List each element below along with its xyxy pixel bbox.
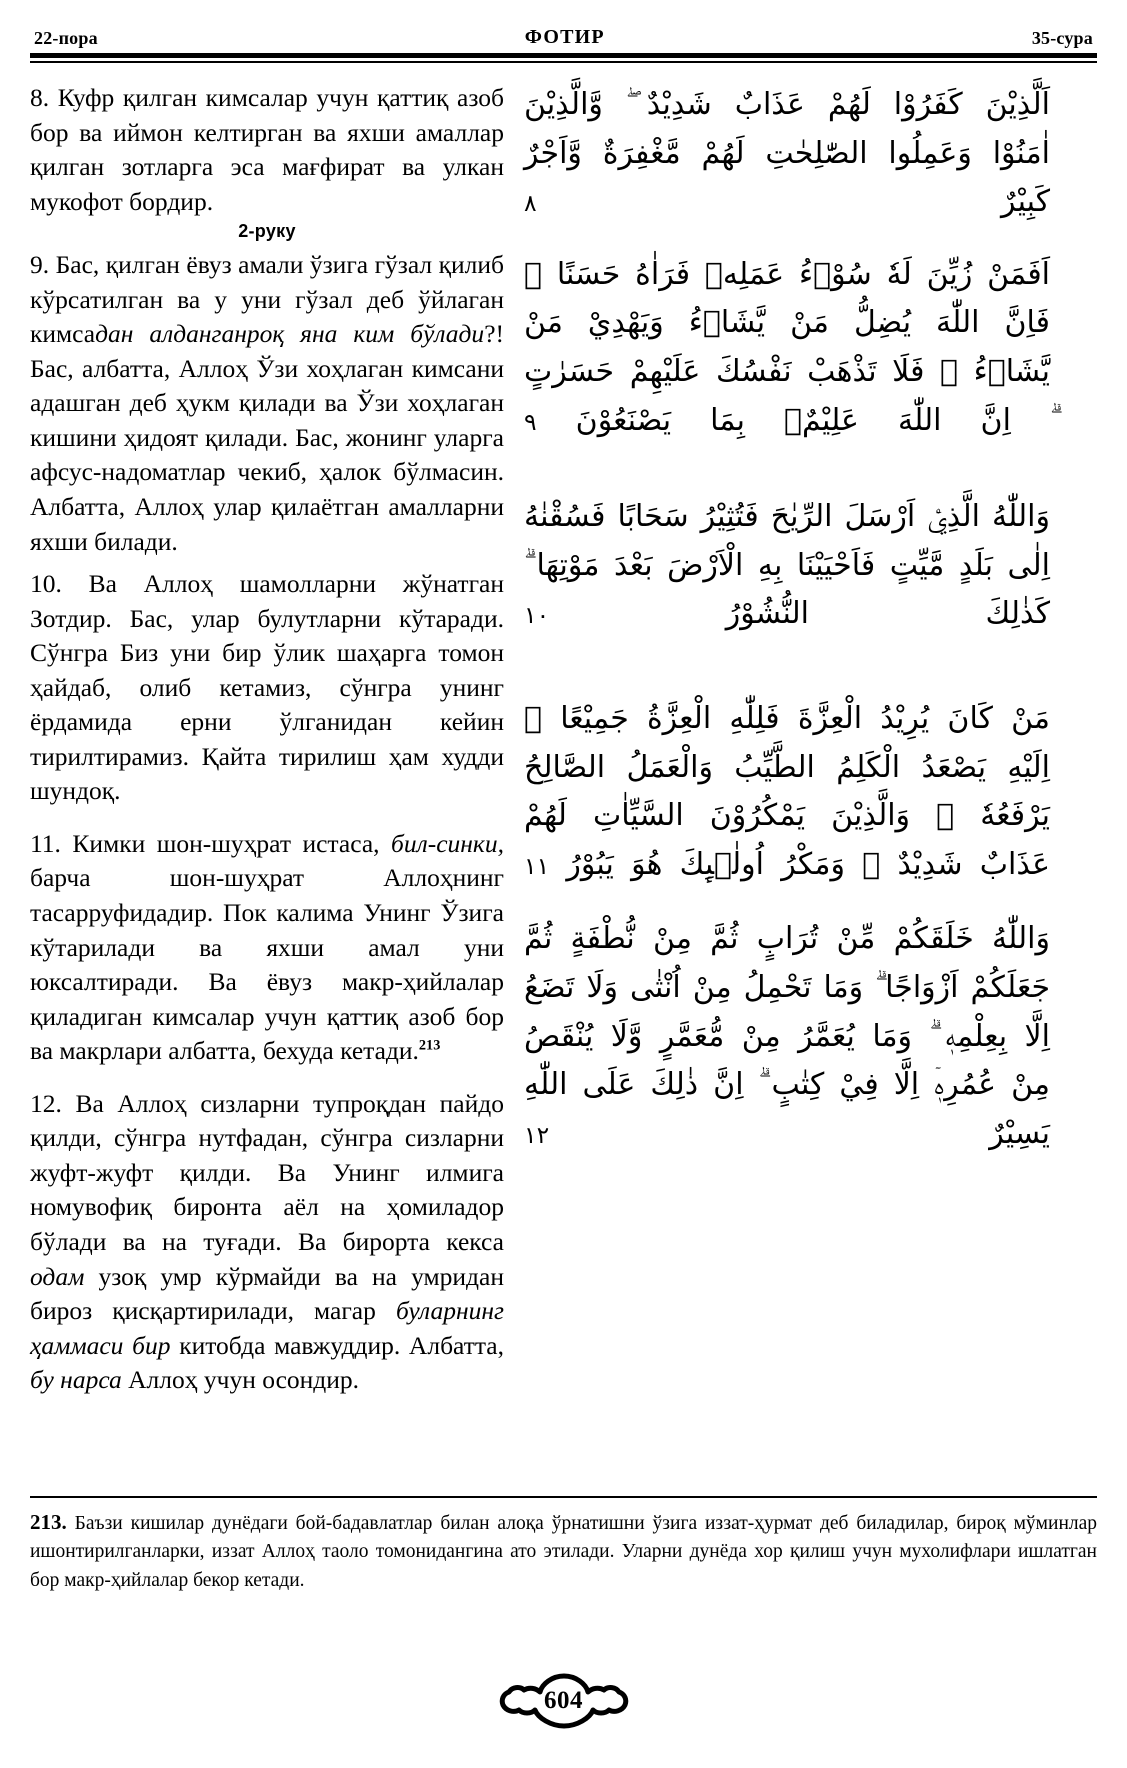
verse-spacer-b bbox=[30, 1077, 504, 1087]
arabic-ayah-7-number: ٨ bbox=[524, 189, 537, 218]
translation-verse-11 bbox=[30, 827, 504, 1069]
verse-12-italic-segment-2: буларнинг ҳаммаси бир bbox=[30, 1296, 504, 1360]
footnote-text: Баъзи кишилар дунёдаги бой-бадавлатлар билан алоқа ўрнатишни ўзига иззат-ҳурмат деб биладилар, бироқ мўминлар ишонтирилганларки, иззат Аллоҳ таоло томонидангина ато этилади. Уларни дунёда хор қилиш учун мухолифлари ишлатган бор макр-ҳийлалар бекор кетади. bbox=[30, 1513, 1098, 1591]
arabic-ayah-9-text: وَاللّٰهُ الَّذِيْۤ اَرْسَلَ الرِّيٰحَ فَتُثِيْرُ سَحَابًا فَسُقْنٰهُ اِلٰى بَلَدٍ مَّيِّتٍ فَاَحْيَيْنَا بِهِ الْاَرْضَ بَعْدَ مَوْتِهَا ۗ كَذٰلِكَ النُّشُوْرُ bbox=[524, 499, 1050, 632]
arabic-ayah-7-text: اَلَّذِيْنَ كَفَرُوْا لَهُمْ عَذَابٌ شَدِيْدٌ ۖ وَّالَّذِيْنَ اٰمَنُوْا وَعَمِلُوا الصّٰلِحٰتِ لَهُمْ مَّغْفِرَةٌ وَّاَجْرٌ كَبِيْرٌ bbox=[524, 87, 1050, 220]
verse-12-segment-5: китобда мавжуддир. Албатта, bbox=[170, 1330, 504, 1360]
header-rule-thick bbox=[30, 53, 1097, 58]
translation-verse-10: 10. Ва Аллоҳ шамолларни жўнатган Зотдир. Бас, улар булутларни кўтаради. Сўнгра Биз уни бир ўлик шаҳарга томон ҳайдаб, олиб кетамиз, сўнгра унинг ёрдамида ерни ўлганидан кейин тирилтирамиз. Қайта тирилиш ҳам худди шундоқ. bbox=[30, 569, 504, 806]
header-surah-title: ФОТИР bbox=[524, 26, 605, 48]
page-number: 604 bbox=[544, 1687, 583, 1714]
page-number-area bbox=[0, 1672, 1127, 1730]
arabic-ayah-11-text: وَاللّٰهُ خَلَقَكُمْ مِّنْ تُرَابٍ ثُمَّ مِنْ نُّطْفَةٍ ثُمَّ جَعَلَكُمْ اَزْوَاجًا ۗ وَمَا تَحْمِلُ مِنْ اُنْثٰى وَلَا تَضَعُ اِلَّا بِعِلْمِهٖ ۗ وَمَا يُعَمَّرُ مِنْ مُّعَمَّرٍ وَّلَا يُنْقَصُ مِنْ عُمُرِهٖۤ اِلَّا فِيْ كِتٰبٍ ۗ اِنَّ ذٰلِكَ عَلَى اللّٰهِ يَسِيْرٌ bbox=[524, 921, 1050, 1151]
verse-11-segment-3: барча шон-шуҳрат Аллоҳнинг тасарруфидадир. Пок калима Унинг Ўзига кўтарилади ва яхши амал уни юксалтиради. Ва ёвуз макр-ҳийлалар қиладиган кимсалар учун қаттиқ азоб бор ва макрлари албатта, бехуда кетади. bbox=[30, 863, 504, 1066]
verse-12-segment-1: 12. Ва Аллоҳ сизларни тупроқдан пайдо қилди, сўнгра нутфадан, сўнгра сизларни жуфт-жуфт қилди. Ва Унинг илмига номувофиқ биронта аёл на ҳомиладор бўлади ва на туғади. Ва бирорта кекса bbox=[30, 1088, 504, 1256]
verse-9-segment-3: ?! Бас, албатта, Аллоҳ Ўзи хоҳлаган кимсани адашган деб ҳукм қилади ва Ўзи хоҳлаган кишини ҳидоят қилади. Бас, жонинг уларга афсус-надоматлар чекиб, ҳалок бўлмасин. Албатта, Аллоҳ улар қилаётган амалларни яхши билади. bbox=[30, 319, 504, 556]
arabic-ayah-8-text: اَفَمَنْ زُيِّنَ لَهٗ سُوْۤءُ عَمَلِهٖ فَرَاٰهُ حَسَنًا ۗ فَاِنَّ اللّٰهَ يُضِلُّ مَنْ يَّشَاۤءُ وَيَهْدِيْ مَنْ يَّشَاۤءُ ۖ فَلَا تَذْهَبْ نَفْسُكَ عَلَيْهِمْ حَسَرٰتٍ ۗ اِنَّ اللّٰهَ عَلِيْمٌۢ بِمَا يَصْنَعُوْنَ bbox=[524, 256, 1050, 438]
arabic-ayah-11-number: ١٢ bbox=[524, 1120, 550, 1149]
verse-9-italic-segment: дан алданганроқ яна ким бўлади bbox=[95, 319, 485, 349]
header-rule-thin bbox=[30, 61, 1097, 63]
arabic-ayah-8-number: ٩ bbox=[524, 407, 537, 436]
translation-verse-12 bbox=[30, 1087, 504, 1398]
arabic-ayah-10-number: ١١ bbox=[524, 851, 550, 880]
arabic-ayah-9-number: ١٠ bbox=[524, 601, 550, 630]
translation-verse-8: 8. Куфр қилган кимсалар учун қаттиқ азоб бор ва иймон келтирган ва яхши амаллар қилган зотларга эса мағфират ва улкан мукофот бордир. bbox=[30, 83, 504, 216]
verse-12-italic-segment-3: бу нарса bbox=[30, 1365, 122, 1395]
verse-9-segment-1: 9. Бас, қилган ёвуз амали ўзига гўзал қилиб кўрсатилган ва у уни гўзал деб ўйлаган кимса bbox=[30, 250, 504, 349]
header-juz-label: 22-пора bbox=[34, 28, 98, 48]
arabic-ayah-10-text: مَنْ كَانَ يُرِيْدُ الْعِزَّةَ فَلِلّٰهِ الْعِزَّةُ جَمِيْعًا ۗ اِلَيْهِ يَصْعَدُ الْكَلِمُ الطَّيِّبُ وَالْعَمَلُ الصَّالِحُ يَرْفَعُهٗ ۗ وَالَّذِيْنَ يَمْكُرُوْنَ السَّيِّاٰتِ لَهُمْ عَذَابٌ شَدِيْدٌ ۗ وَمَكْرُ اُولٰۤىِٕكَ هُوَ يَبُوْرُ bbox=[524, 700, 1050, 882]
running-header bbox=[30, 26, 1097, 53]
arabic-ayah-7 bbox=[524, 81, 1050, 227]
page-number-ornament bbox=[498, 1672, 630, 1730]
footnote-area bbox=[30, 1496, 1097, 1595]
translation-column bbox=[30, 81, 510, 1406]
ruku-heading: 2-руку bbox=[238, 221, 296, 242]
footnote-number: 213. bbox=[30, 1510, 67, 1534]
verse-12-segment-3: узоқ умр кўрмайди ва на умридан бироз қисқартирилади, магар bbox=[30, 1261, 504, 1326]
header-surah-number-label: 35-сура bbox=[1031, 28, 1093, 48]
arabic-ayah-11 bbox=[524, 915, 1050, 1158]
footnote-213 bbox=[30, 1507, 1097, 1595]
footnote-separator-rule bbox=[30, 1496, 1097, 1498]
arabic-column bbox=[510, 81, 1050, 1168]
footnote-reference-213[interactable]: 213 bbox=[418, 1037, 441, 1054]
verse-11-segment-1: 11. Кимки шон-шуҳрат истаса, bbox=[30, 828, 392, 858]
verse-spacer-a bbox=[30, 817, 504, 827]
arabic-ayah-10 bbox=[524, 695, 1050, 889]
verse-12-segment-7: Аллоҳ учун осондир. bbox=[121, 1365, 360, 1395]
arabic-ayah-9 bbox=[524, 493, 1050, 639]
translation-verse-9 bbox=[30, 248, 504, 559]
arabic-ayah-8 bbox=[524, 251, 1050, 445]
verse-11-italic-segment: бил-синки, bbox=[391, 828, 504, 858]
page-body bbox=[30, 81, 1097, 1481]
verse-12-italic-segment-1: одам bbox=[30, 1261, 85, 1291]
